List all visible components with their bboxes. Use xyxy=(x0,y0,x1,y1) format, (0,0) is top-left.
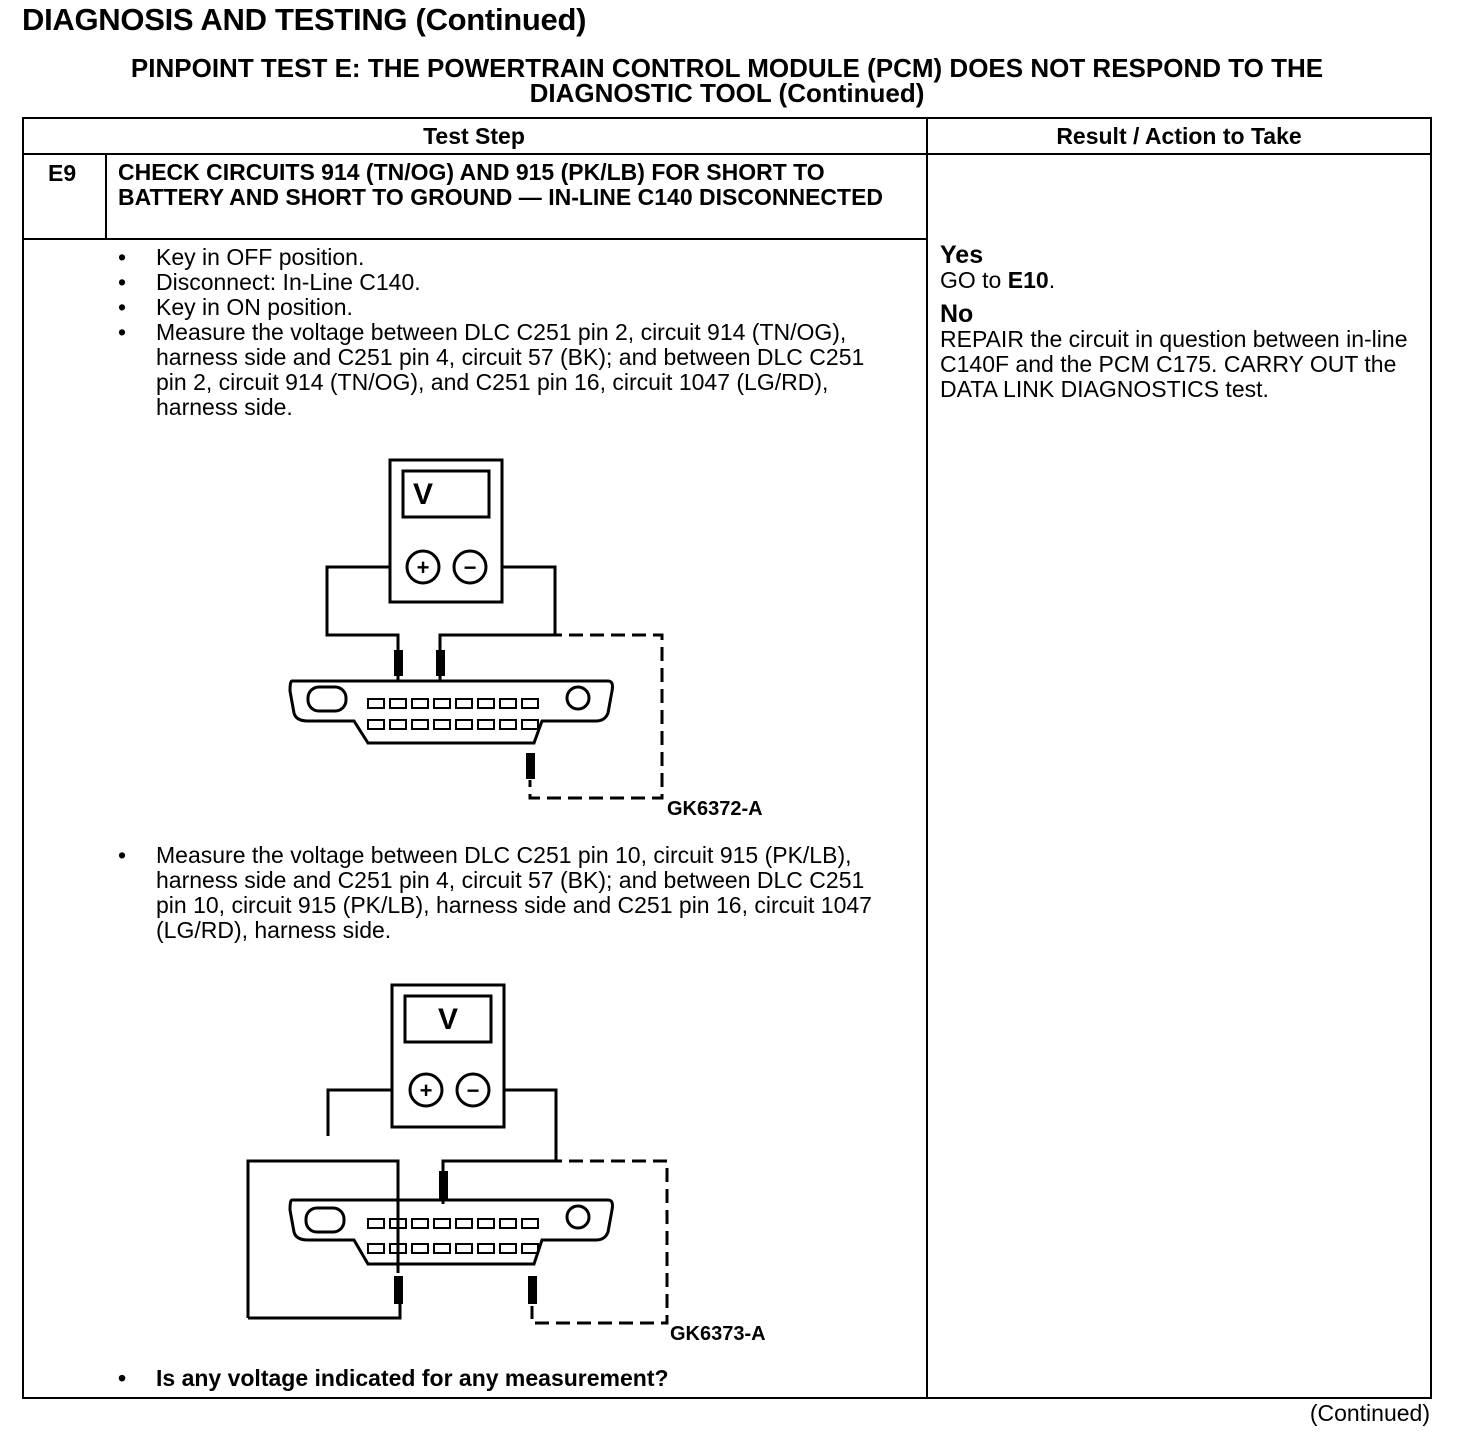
voltmeter-symbol: V xyxy=(412,478,434,511)
voltmeter-diagram-2 xyxy=(240,978,800,1353)
step-id-divider xyxy=(105,153,107,240)
voltmeter-symbol: V xyxy=(437,1003,459,1036)
list-item: • Disconnect: In-Line C140. xyxy=(118,270,878,295)
minus-symbol: − xyxy=(463,555,477,580)
list-item: • Key in OFF position. xyxy=(118,245,878,270)
voltmeter-diagram-1 xyxy=(280,455,800,825)
list-item: • Measure the voltage between DLC C251 pin 10, circuit 915 (PK/LB), harness side and C251 pin 4, circuit 57 (BK); and between DLC C251 pin 10, circuit 915 (PK/LB), harness side and C251 pin 16, circuit 1047 (LG/RD), harness side. xyxy=(118,843,878,943)
plus-symbol: + xyxy=(419,1078,433,1103)
result-yes-target: E10 xyxy=(1007,267,1049,293)
pinpoint-test-title-line1: PINPOINT TEST E: THE POWERTRAIN CONTROL MODULE (PCM) DOES NOT RESPOND TO THE xyxy=(130,53,1324,83)
minus-symbol: − xyxy=(466,1078,480,1103)
result-yes-label: Yes xyxy=(940,241,984,269)
pinpoint-test-title-line2: DIAGNOSTIC TOOL (Continued) xyxy=(529,78,925,108)
result-no-text: REPAIR the circuit in question between in-line C140F and the PCM C175. CARRY OUT the DATA LINK DIAGNOSTICS test. xyxy=(940,326,1408,402)
step-instructions-2 xyxy=(118,843,878,943)
figure-label-2: GK6373-A xyxy=(670,1323,766,1345)
plus-symbol: + xyxy=(416,555,430,580)
page-title: DIAGNOSIS AND TESTING (Continued) xyxy=(22,2,587,37)
header-row-divider xyxy=(22,153,1432,155)
step-heading-divider xyxy=(22,238,927,240)
result-action xyxy=(940,243,1410,402)
step-instructions-1 xyxy=(118,245,878,420)
list-item: • Measure the voltage between DLC C251 pin 2, circuit 914 (TN/OG), harness side and C251 pin 4, circuit 57 (BK); and between DLC C251 pin 2, circuit 914 (TN/OG), and C251 pin 16, circuit 1047 (LG/RD), harness side. xyxy=(118,320,878,420)
figure-label-1: GK6372-A xyxy=(667,798,763,820)
voltmeter-body xyxy=(390,460,502,602)
column-header-result: Result / Action to Take xyxy=(1056,123,1302,149)
pinpoint-test-title xyxy=(22,53,1432,108)
result-yes-suffix: . xyxy=(1048,267,1056,293)
result-yes-text xyxy=(940,268,1410,293)
result-yes-prefix: GO to xyxy=(940,267,1008,293)
step-id: E9 xyxy=(48,160,77,186)
list-item: • Is any voltage indicated for any measurement? xyxy=(118,1366,878,1391)
step-heading: CHECK CIRCUITS 914 (TN/OG) AND 915 (PK/LB) FOR SHORT TO BATTERY AND SHORT TO GROUND — IN-LINE C140 DISCONNECTED xyxy=(118,159,884,210)
continued-note: (Continued) xyxy=(1309,1400,1430,1426)
step-question xyxy=(118,1366,878,1391)
result-no-label: No xyxy=(940,300,974,328)
column-divider xyxy=(926,117,928,1399)
list-item: • Key in ON position. xyxy=(118,295,878,320)
column-header-test-step: Test Step xyxy=(423,123,525,149)
